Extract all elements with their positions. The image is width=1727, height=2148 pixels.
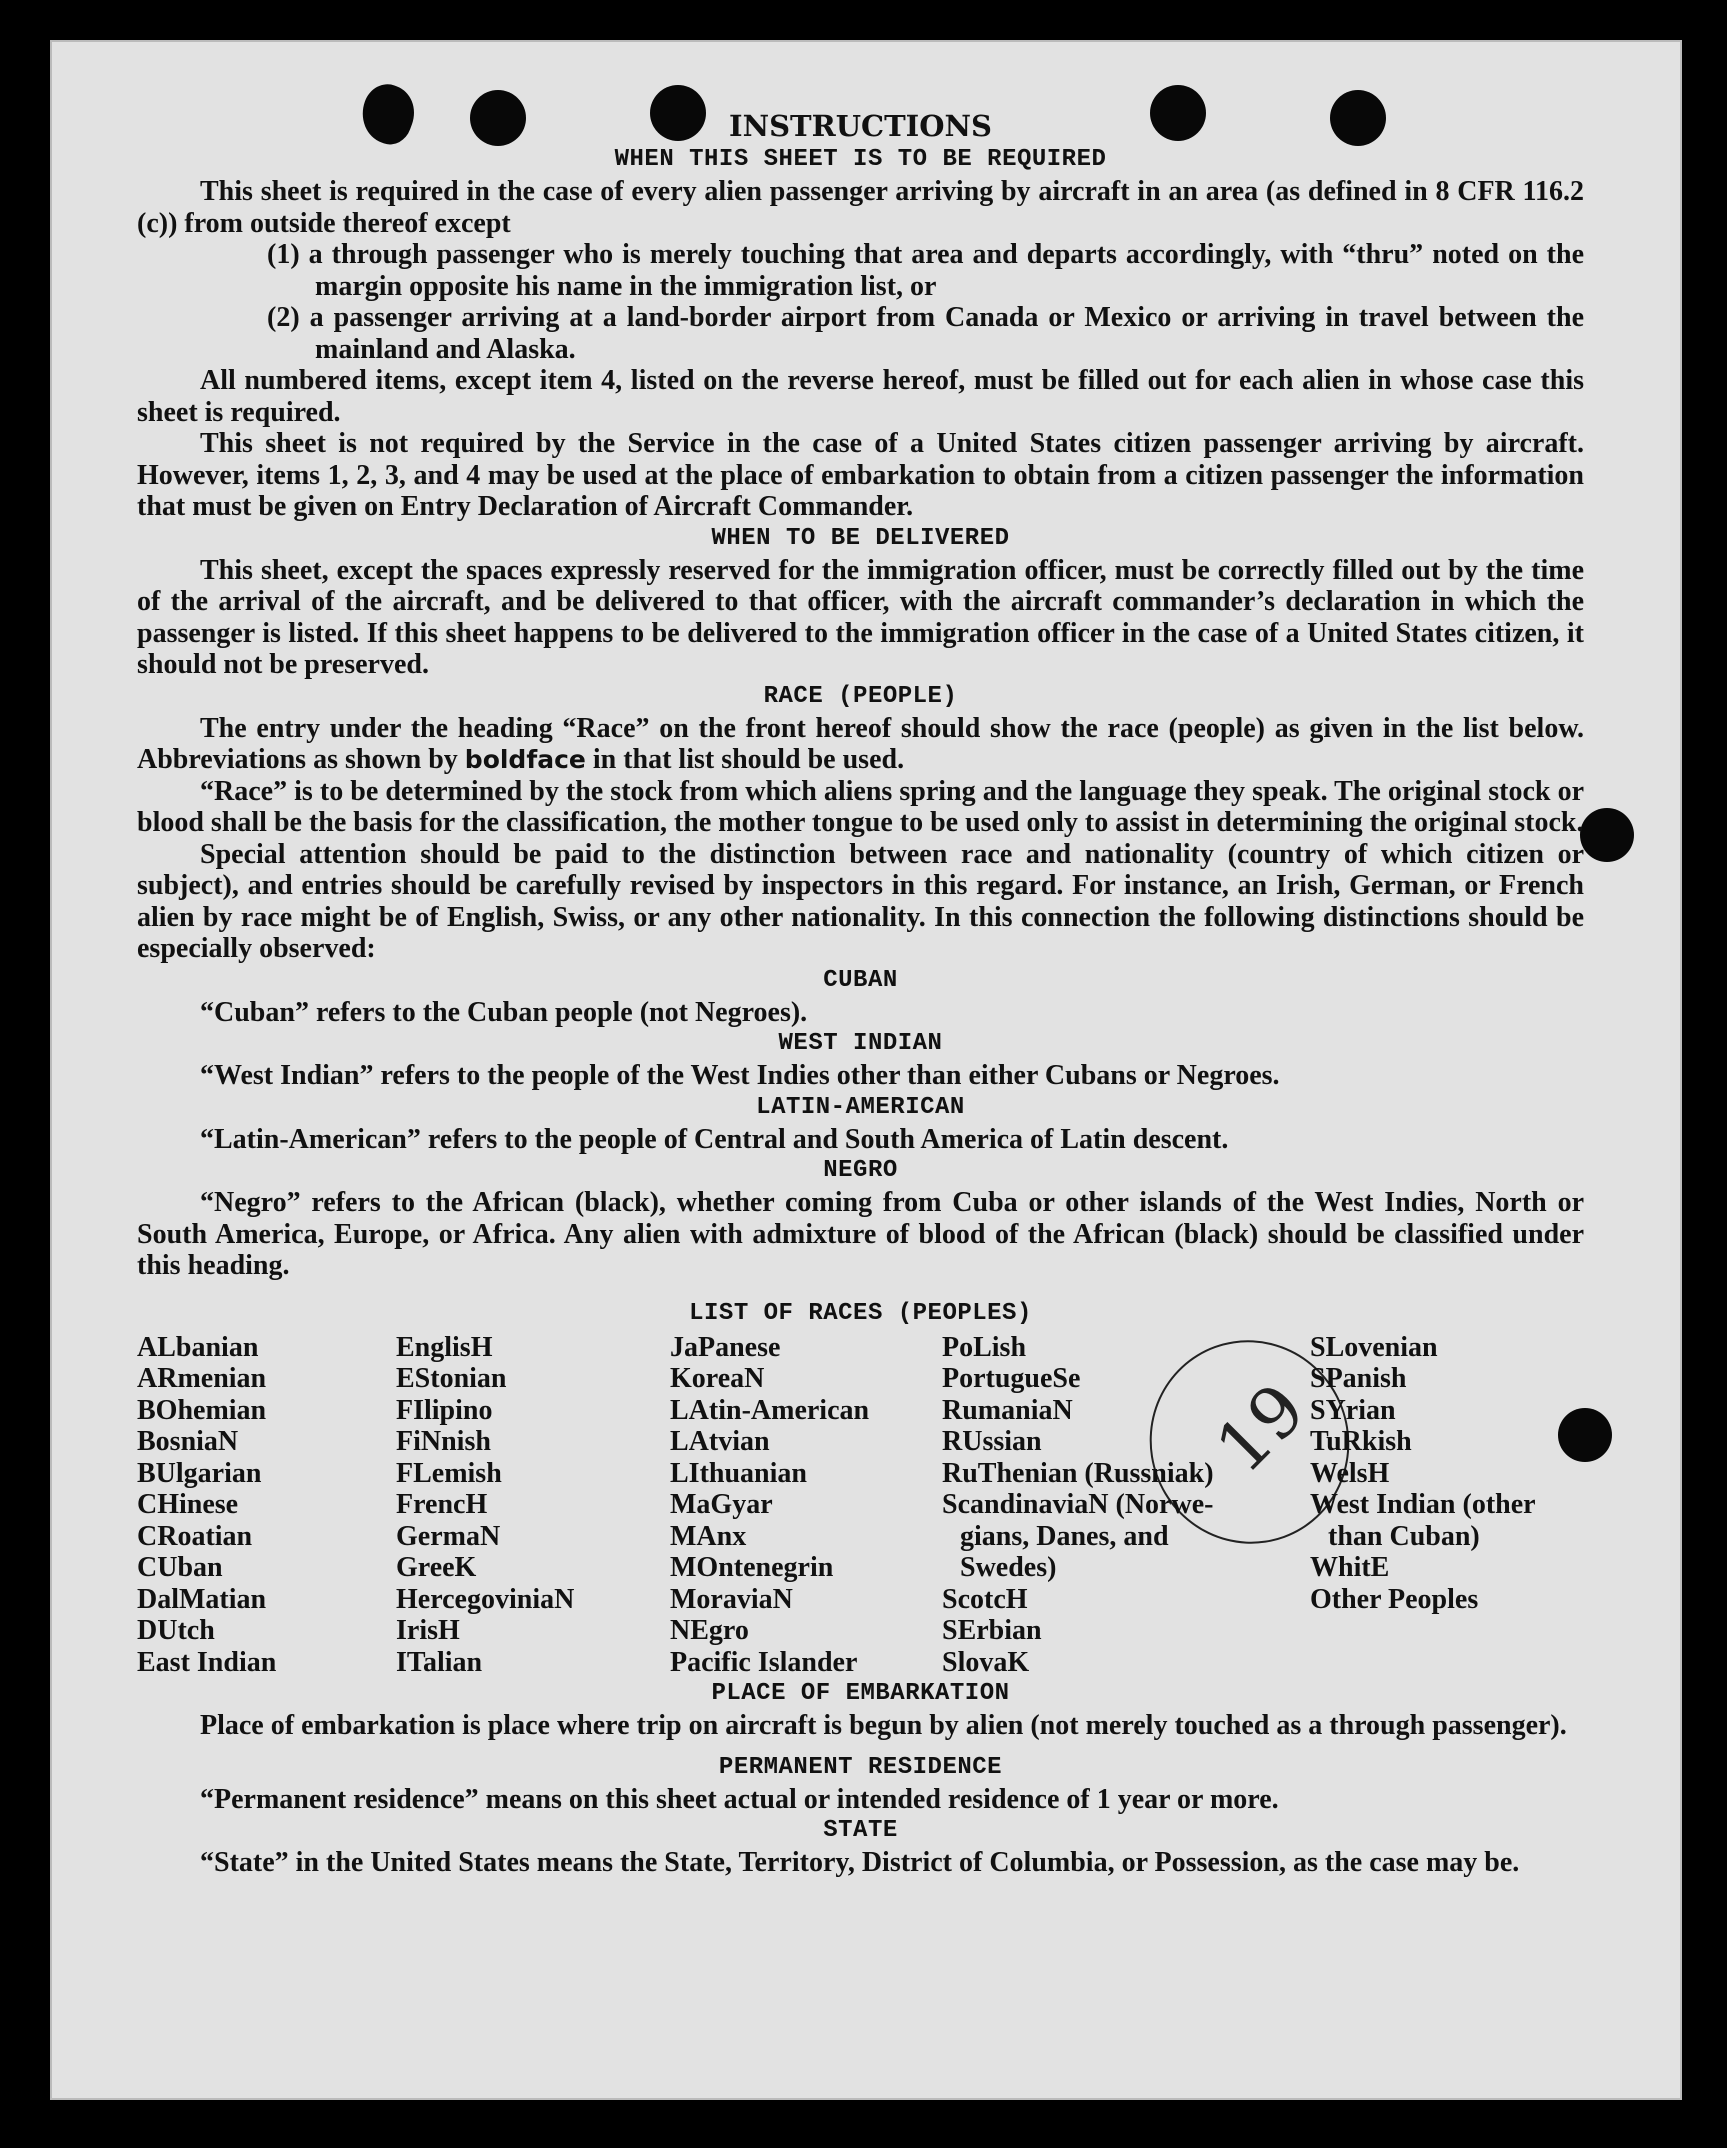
paragraph-embarkation: Place of embarkation is place where trip on aircraft is begun by alien (not merely touched as a through passenger). (200, 1710, 1567, 1741)
race-entry: MAnx (670, 1520, 747, 1552)
race-entry-text-b: in that list should be used. (592, 744, 905, 775)
heading-cuban: CUBAN (823, 966, 898, 994)
paragraph-race-entry (137, 713, 1584, 776)
race-entry: HercegoviniaN (396, 1583, 575, 1615)
races-list (137, 1332, 1584, 1679)
race-entry: PortugueSe (942, 1363, 1081, 1394)
race-entry: TuRkish (1310, 1426, 1412, 1457)
paragraph-race-stock: “Race” is to be determined by the stock from which aliens spring and the language they speak. The original stock or blood shall be the basis for the classification, the mother tongue to be used only to assist in determining the original stock. (137, 775, 1584, 838)
race-entry: LAtvian (670, 1426, 770, 1457)
race-entry: WhitE (1310, 1552, 1390, 1583)
paragraph-negro: “Negro” refers to the African (black), whether coming from Cuba or other islands of the West Indies, North or South America, Europe, or Africa. Any alien with admixture of blood of the African (black) should be classified under this heading. (137, 1187, 1584, 1281)
race-entry: EStonian (396, 1363, 507, 1394)
race-entry: Other Peoples (1310, 1583, 1479, 1615)
race-entry: WelsH (1310, 1457, 1390, 1489)
race-entry: SlovaK (942, 1646, 1030, 1678)
race-entry: RuThenian (Russniak) (942, 1457, 1214, 1489)
paragraph-required-intro: This sheet is required in the case of every alien passenger arriving by aircraft in an area (as defined in 8 CFR 116.2 (c)) from outside thereof except (137, 176, 1584, 239)
races-column-5 (1310, 1332, 1584, 1679)
race-entry: MoraviaN (670, 1583, 793, 1615)
race-entry: FrencH (396, 1489, 488, 1520)
race-entry: SPanish (1310, 1363, 1407, 1394)
paragraph-delivery: This sheet, except the spaces expressly reserved for the immigration officer, must be correctly filled out by the time of the arrival of the aircraft, and be delivered to that officer, with the aircraft commander’s declaration in which the passenger is listed. If this sheet happens to be delivered to the immigration officer in the case of a United States citizen, it should not be preserved. (137, 554, 1584, 680)
race-entry: East Indian (137, 1646, 277, 1678)
document-page (50, 40, 1682, 2100)
race-entry: FiNnish (396, 1426, 491, 1457)
races-column-4 (942, 1332, 1310, 1679)
race-entry: ScandinaviaN (Norwe- (942, 1489, 1214, 1520)
paragraph-citizen: This sheet is not required by the Service in the case of a United States citizen passenger arriving by aircraft. However, items 1, 2, 3, and 4 may be used at the place of embarkation to obtain from a citizen passenger the information that must be given on Entry Declaration of Aircraft Commander. (137, 428, 1584, 522)
heading-list-of-races: LIST OF RACES (PEOPLES) (689, 1299, 1032, 1327)
race-entry: ARmenian (137, 1363, 267, 1394)
races-column-2 (396, 1332, 670, 1679)
race-entry: CRoatian (137, 1520, 253, 1552)
heading-state: STATE (823, 1817, 898, 1844)
instructions-content (137, 108, 1584, 1879)
race-entry: JaPanese (670, 1331, 781, 1363)
paragraph-residence: “Permanent residence” means on this sheet actual or intended residence of 1 year or more. (200, 1783, 1279, 1815)
race-entry: CUban (137, 1552, 223, 1583)
race-entry: PoLish (942, 1331, 1027, 1363)
race-entry: LIthuanian (670, 1457, 807, 1489)
race-entry: CHinese (137, 1489, 239, 1520)
race-entry: RumaniaN (942, 1394, 1073, 1426)
race-entry: SYrian (1310, 1394, 1396, 1426)
races-column-1 (137, 1332, 396, 1679)
race-entry: SLovenian (1310, 1331, 1438, 1363)
race-entry: EnglisH (396, 1331, 493, 1363)
paragraph-cuban: “Cuban” refers to the Cuban people (not Negroes). (200, 996, 808, 1028)
paragraph-state: “State” in the United States means the State, Territory, District of Columbia, or Possession, as the case may be. (200, 1847, 1520, 1878)
heading-west-indian: WEST INDIAN (778, 1030, 943, 1057)
race-entry: DUtch (137, 1615, 215, 1646)
boldface-term: boldface (464, 745, 586, 774)
heading-when-delivered: WHEN TO BE DELIVERED (711, 524, 1010, 552)
heading-permanent-residence: PERMANENT RESIDENCE (718, 1753, 1003, 1781)
paragraph-west-indian: “West Indian” refers to the people of the West Indies other than either Cubans or Negroes. (200, 1060, 1280, 1091)
race-entry: BUlgarian (137, 1457, 262, 1489)
race-entry: SErbian (942, 1615, 1042, 1646)
race-entry-continued: gians, Danes, and (960, 1520, 1169, 1552)
heading-when-required: WHEN THIS SHEET IS TO BE REQUIRED (614, 146, 1107, 173)
heading-race: RACE (PEOPLE) (763, 682, 958, 710)
page-title: INSTRUCTIONS (729, 109, 992, 143)
race-entry-continued: Swedes) (960, 1552, 1057, 1583)
race-entry: ScotcH (942, 1583, 1028, 1615)
paragraph-exception-2: (2) a passenger arriving at a land-border airport from Canada or Mexico or arriving in travel between the mainland and Alaska. (267, 302, 1584, 365)
race-entry: LAtin-American (670, 1394, 870, 1426)
race-entry: KoreaN (670, 1363, 765, 1394)
race-entry-text-a: The entry under the heading “Race” on the front hereof should show the race (people) as given in the list below. Abbreviations as shown by (137, 712, 1584, 775)
race-entry: GreeK (396, 1552, 477, 1583)
paragraph-race-nationality: Special attention should be paid to the distinction between race and nationality (country of which citizen or subject), and entries should be carefully revised by inspectors in this regard. For instance, an Irish, German, or French alien by race might be of English, Swiss, or any other nationality. In this connection the following distinctions should be especially observed: (137, 838, 1584, 964)
race-entry: DalMatian (137, 1583, 267, 1615)
heading-negro: NEGRO (823, 1157, 898, 1184)
heading-latin-american: LATIN-AMERICAN (756, 1093, 965, 1121)
race-entry: GermaN (396, 1520, 501, 1552)
paragraph-latin-american: “Latin-American” refers to the people of Central and South America of Latin descent. (200, 1123, 1229, 1155)
races-column-3 (670, 1332, 942, 1679)
race-entry-continued: than Cuban) (1328, 1520, 1480, 1552)
race-entry: FIlipino (396, 1394, 493, 1426)
paragraph-numbered-items: All numbered items, except item 4, listed on the reverse hereof, must be filled out for each alien in whose case this sheet is required. (137, 365, 1584, 428)
race-entry: NEgro (670, 1615, 749, 1646)
race-entry: RUssian (942, 1426, 1042, 1457)
race-entry: FLemish (396, 1457, 502, 1489)
race-entry: IrisH (396, 1615, 460, 1646)
race-entry: MaGyar (670, 1489, 773, 1520)
race-entry: Pacific Islander (670, 1646, 858, 1678)
race-entry: ITalian (396, 1646, 483, 1678)
race-entry: BOhemian (137, 1394, 267, 1426)
race-entry: West Indian (other (1310, 1489, 1536, 1520)
race-entry: MOntenegrin (670, 1552, 834, 1583)
race-entry: BosniaN (137, 1426, 239, 1457)
paragraph-exception-1: (1) a through passenger who is merely touching that area and departs accordingly, with “thru” noted on the margin opposite his name in the immigration list, or (267, 239, 1584, 302)
annotation-number: 19 (1200, 1367, 1322, 1489)
punch-hole (1580, 808, 1634, 862)
heading-place-of-embarkation: PLACE OF EMBARKATION (711, 1680, 1010, 1707)
race-entry: ALbanian (137, 1331, 259, 1363)
